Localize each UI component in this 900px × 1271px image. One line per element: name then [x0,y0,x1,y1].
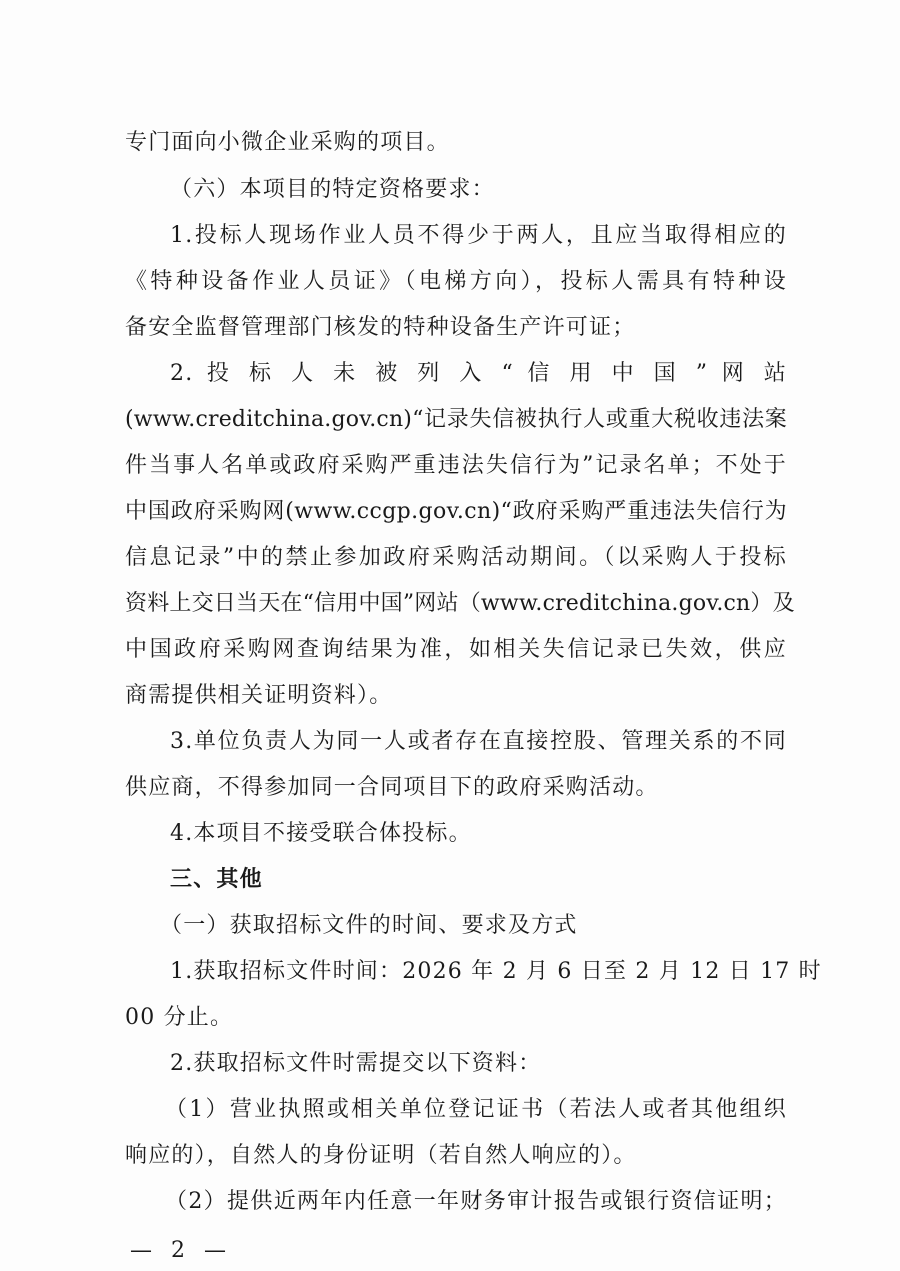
requirement-4-line: 4.本项目不接受联合体投标。 [170,821,472,846]
required-materials-heading: 2.获取招标文件时需提交以下资料： [170,1051,542,1076]
requirement-3-line: 3.单位负责人为同一人或者存在直接控股、管理关系的不同 [170,729,787,754]
requirement-2-line: 件当事人名单或政府采购严重违法失信行为”记录名单；不处于 [125,453,787,478]
requirement-2-line: 2. 投 标 人 未 被 列 入 “ 信 用 中 国 ” 网 站 [170,361,787,386]
requirement-2-line: 中国政府采购网查询结果为准，如相关失信记录已失效，供应 [125,637,787,662]
obtain-time-line: 00 分止。 [125,1005,234,1030]
required-material-2-line: （2）提供近两年内任意一年财务审计报告或银行资信证明； [165,1189,787,1214]
page-number: — 2 — [130,1238,232,1263]
obtain-time-line: 1.获取招标文件时间：2026 年 2 月 6 日至 2 月 12 日 17 时 [170,959,822,984]
subsection-heading-obtain-documents: （一）获取招标文件的时间、要求及方式 [160,913,578,938]
section-heading-other: 三、其他 [170,867,263,892]
required-material-1-line: （1）营业执照或相关单位登记证书（若法人或者其他组织 [165,1097,787,1122]
requirement-2-line: 商需提供相关证明资料）。 [125,683,393,708]
requirement-1-line: 1.投标人现场作业人员不得少于两人，且应当取得相应的 [170,223,787,248]
requirement-2-line: 信息记录”中的禁止参加政府采购活动期间。（以采购人于投标 [125,545,787,570]
requirement-1-line: 《特种设备作业人员证》（电梯方向），投标人需具有特种设 [125,269,787,294]
requirement-2-line: (www.creditchina.gov.cn)“记录失信被执行人或重大税收违法案 [125,407,787,432]
requirement-1-line: 备安全监督管理部门核发的特种设备生产许可证； [125,315,636,340]
text-line: 专门面向小微企业采购的项目。 [125,130,450,155]
section-heading-special-qualifications: （六）本项目的特定资格要求： [170,177,495,202]
requirement-3-line: 供应商，不得参加同一合同项目下的政府采购活动。 [125,775,659,800]
requirement-2-line: 资料上交日当天在“信用中国”网站（www.creditchina.gov.cn）及 [125,591,795,616]
requirement-2-line: 中国政府采购网(www.ccgp.gov.cn)“政府采购严重违法失信行为 [125,499,787,524]
required-material-1-line: 响应的），自然人的身份证明（若自然人响应的）。 [125,1143,637,1168]
